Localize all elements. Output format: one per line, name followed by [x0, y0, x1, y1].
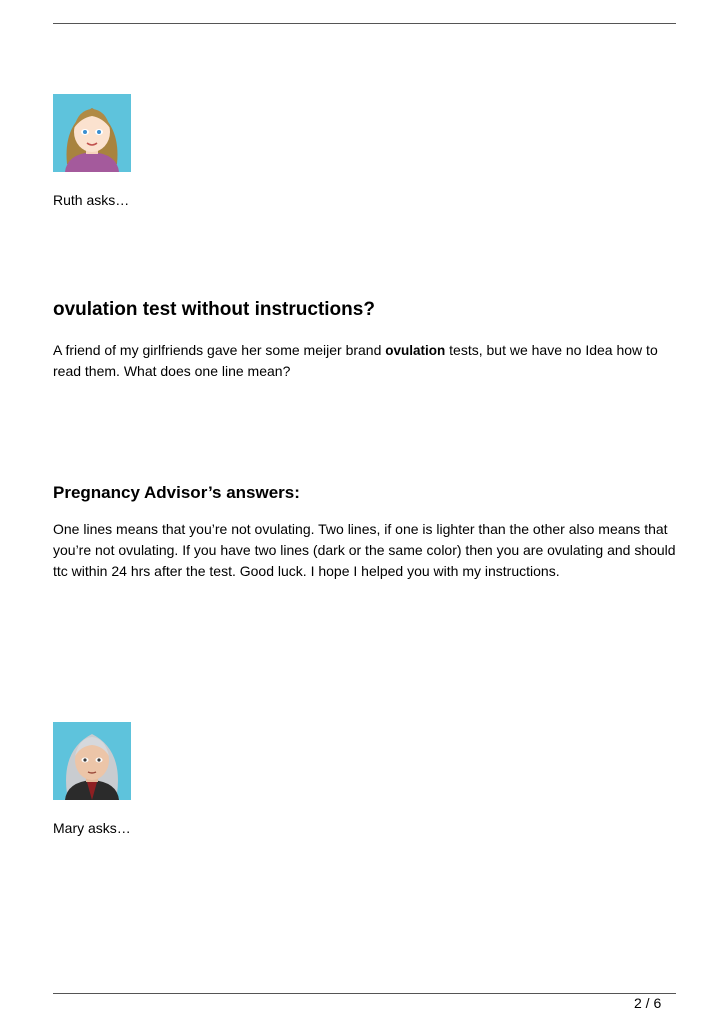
- answers-heading: Pregnancy Advisor’s answers:: [53, 483, 300, 502]
- header-rule: [53, 23, 676, 24]
- keyword-link[interactable]: ovulation: [385, 343, 446, 358]
- question-body: [53, 340, 681, 382]
- ruth-avatar: [53, 94, 131, 172]
- question-body-start: A friend of my girlfriends gave her some meijer brand: [53, 342, 386, 358]
- mary-asks-label: Mary asks…: [53, 820, 131, 836]
- avatar-girl-icon: [53, 94, 131, 172]
- avatar-older-woman-icon: [53, 722, 131, 800]
- question-body-end: tests, but we have no Idea how to read them. What does one line mean?: [53, 342, 658, 379]
- mary-avatar: [53, 722, 131, 800]
- question-title: ovulation test without instructions?: [53, 299, 375, 320]
- page-number: 2 / 6: [634, 995, 662, 1011]
- footer-rule: [53, 993, 676, 994]
- ruth-asks-label: Ruth asks…: [53, 192, 130, 208]
- answer-body: One lines means that you’re not ovulating. Two lines, if one is lighter than the other also means that you’re not ovulating. If you have two lines (dark or the same color) then you are ovulating and should ttc within 24 hrs after the test. Good luck. I hope I helped you with my instructions.: [53, 521, 676, 579]
